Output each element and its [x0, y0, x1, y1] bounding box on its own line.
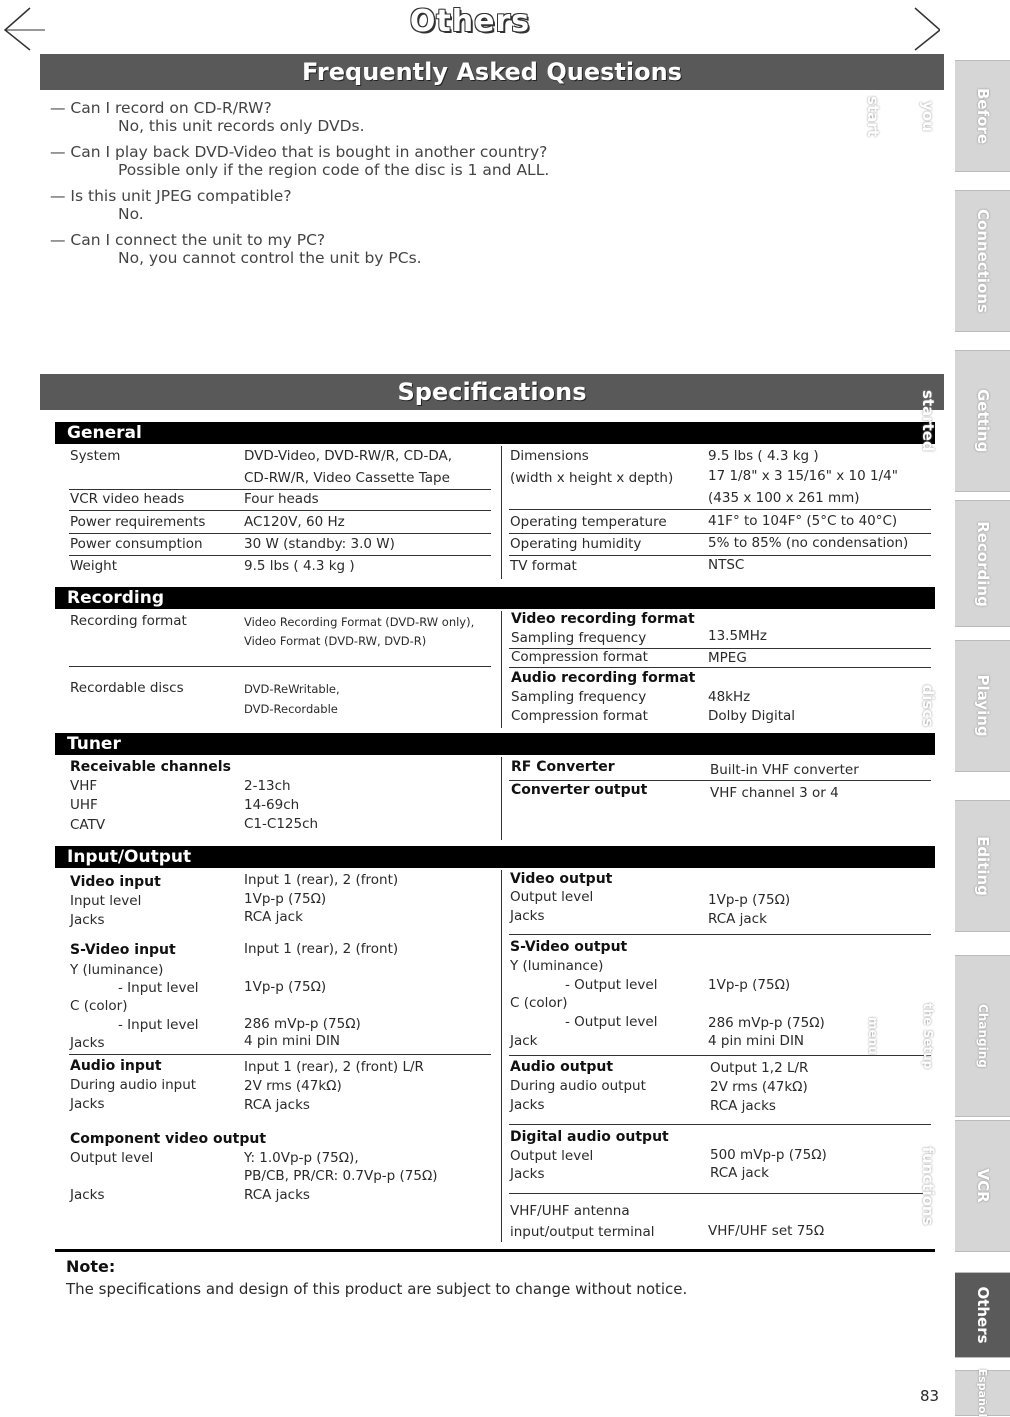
faq-answer-2: Possible only if the region code of the disc is 1 and ALL.: [118, 161, 550, 179]
spec-value: 5% to 85% (no condensation): [708, 535, 909, 551]
spec-label: C (color): [70, 998, 128, 1014]
spec-label: Recording format: [70, 613, 187, 629]
spec-value: 2V rms (47kΩ): [244, 1078, 342, 1094]
side-tab-vcr-functions[interactable]: VCR functions: [955, 1120, 1010, 1252]
row-divider: [69, 533, 491, 534]
spec-label: Jacks: [70, 1096, 105, 1112]
spec-label: input/output terminal: [510, 1224, 655, 1240]
column-divider: [501, 757, 502, 840]
spec-label: CATV: [70, 817, 106, 833]
spec-value: 14-69ch: [244, 797, 300, 813]
spec-heading: RF Converter: [511, 759, 615, 775]
spec-value: Input 1 (rear), 2 (front): [244, 872, 399, 888]
side-tab-playing-discs[interactable]: Playing discs: [955, 640, 1010, 772]
page-title-banner: [0, 0, 940, 52]
spec-value: Input 1 (rear), 2 (front): [244, 941, 399, 957]
spec-heading: Video recording format: [511, 611, 695, 627]
row-divider: [509, 667, 931, 668]
spec-value: Video Format (DVD-RW, DVD-R): [244, 634, 427, 648]
spec-label: During audio output: [510, 1078, 646, 1094]
spec-value: Y: 1.0Vp-p (75Ω),: [244, 1150, 359, 1166]
section-input-output: Input/Output: [55, 846, 935, 868]
spec-value: (435 x 100 x 261 mm): [708, 490, 860, 506]
spec-value: 1Vp-p (75Ω): [244, 891, 327, 907]
spec-value: 500 mVp-p (75Ω): [710, 1147, 827, 1163]
spec-value: 286 mVp-p (75Ω): [244, 1016, 361, 1032]
spec-label: System: [70, 448, 121, 464]
specs-heading: Specifications: [40, 374, 944, 410]
spec-label: Output level: [510, 889, 594, 905]
row-divider: [509, 780, 931, 781]
spec-label: Jacks: [70, 912, 105, 928]
faq-answer-4: No, you cannot control the unit by PCs.: [118, 249, 422, 267]
spec-label: Compression format: [511, 649, 648, 665]
spec-value: 41F° to 104F° (5°C to 40°C): [708, 513, 898, 529]
spec-label: Sampling frequency: [511, 689, 647, 705]
spec-value: VHF/UHF set 75Ω: [708, 1223, 825, 1239]
side-tab-others[interactable]: Others: [955, 1272, 1010, 1358]
spec-label: Sampling frequency: [511, 630, 647, 646]
spec-label: Output level: [510, 1148, 594, 1164]
section-recording: Recording: [55, 587, 935, 609]
spec-heading: Video output: [510, 871, 613, 887]
page-title: Others: [409, 4, 531, 39]
spec-label: Jack: [510, 1033, 538, 1049]
section-tuner: Tuner: [55, 733, 935, 755]
row-divider: [509, 555, 931, 556]
spec-heading: Audio input: [70, 1058, 162, 1074]
side-tab-editing[interactable]: Editing: [955, 800, 1010, 932]
spec-value: 4 pin mini DIN: [708, 1033, 805, 1049]
spec-value: CD-RW/R, Video Cassette Tape: [244, 470, 450, 486]
spec-label: Operating temperature: [510, 514, 667, 530]
spec-label: Y (luminance): [510, 958, 604, 974]
side-tab-getting-started[interactable]: Getting started: [955, 350, 1010, 492]
note-text: The specifications and design of this product are subject to change without notice.: [66, 1280, 688, 1298]
page-number: 83: [920, 1387, 940, 1405]
spec-label: Compression format: [511, 708, 648, 724]
faq-heading: Frequently Asked Questions: [40, 54, 944, 90]
note-title: Note:: [66, 1257, 116, 1276]
spec-label: Jacks: [510, 908, 545, 924]
spec-label: Jacks: [510, 1097, 545, 1113]
spec-value: DVD-Video, DVD-RW/R, CD-DA,: [244, 448, 453, 464]
spec-value: C1-C125ch: [244, 816, 319, 832]
spec-heading: Digital audio output: [510, 1129, 669, 1145]
spec-value: Output 1,2 L/R: [710, 1060, 809, 1076]
spec-heading: Video input: [70, 874, 161, 890]
faq-question-4: — Can I connect the unit to my PC?: [50, 231, 326, 249]
spec-label: During audio input: [70, 1077, 197, 1093]
row-divider: [509, 533, 931, 534]
spec-label: - Output level: [565, 1014, 658, 1030]
spec-value: 2-13ch: [244, 778, 291, 794]
spec-label: C (color): [510, 995, 568, 1011]
column-divider: [501, 611, 502, 728]
spec-label: VCR video heads: [70, 491, 185, 507]
spec-label: VHF/UHF antenna: [510, 1203, 630, 1219]
row-divider: [69, 666, 491, 667]
spec-label: - Input level: [118, 1017, 199, 1033]
spec-value: DVD-Recordable: [244, 702, 338, 716]
spec-value: Input 1 (rear), 2 (front) L/R: [244, 1059, 424, 1075]
spec-value: DVD-ReWritable,: [244, 682, 340, 696]
spec-value: RCA jack: [710, 1165, 769, 1181]
spec-value: RCA jacks: [710, 1098, 776, 1114]
spec-value: 4 pin mini DIN: [244, 1033, 341, 1049]
side-tab-recording[interactable]: Recording: [955, 500, 1010, 627]
spec-heading: Converter output: [511, 782, 648, 798]
spec-label: VHF: [70, 778, 98, 794]
spec-value: 1Vp-p (75Ω): [708, 892, 791, 908]
column-divider: [501, 870, 502, 1242]
row-divider: [509, 1055, 931, 1056]
spec-value: Built-in VHF converter: [710, 762, 859, 778]
section-general: General: [55, 422, 935, 444]
row-divider: [509, 509, 931, 510]
spec-value: RCA jack: [708, 911, 767, 927]
spec-label: Output level: [70, 1150, 154, 1166]
spec-value: 1Vp-p (75Ω): [244, 979, 327, 995]
spec-value: 9.5 lbs ( 4.3 kg ): [244, 558, 355, 574]
spec-label: UHF: [70, 797, 98, 813]
row-divider: [509, 1124, 931, 1125]
spec-value: 13.5MHz: [708, 628, 767, 644]
row-divider: [509, 1193, 931, 1194]
faq-question-2: — Can I play back DVD-Video that is bought in another country?: [50, 143, 548, 161]
spec-value: RCA jacks: [244, 1187, 310, 1203]
spec-label: Y (luminance): [70, 962, 164, 978]
bottom-rule: [55, 1249, 935, 1252]
spec-value: 9.5 lbs ( 4.3 kg ): [708, 448, 819, 464]
spec-value: RCA jack: [244, 909, 303, 925]
spec-value: Dolby Digital: [708, 708, 796, 724]
spec-label: Jacks: [70, 1187, 105, 1203]
spec-label: Recordable discs: [70, 680, 184, 696]
spec-label: Dimensions: [510, 448, 589, 464]
spec-label: (width x height x depth): [510, 470, 674, 486]
spec-value: 17 1/8" x 3 15/16" x 10 1/4": [708, 468, 898, 484]
spec-label: Operating humidity: [510, 536, 642, 552]
column-divider: [501, 446, 502, 579]
spec-heading: S-Video output: [510, 939, 628, 955]
spec-value: Four heads: [244, 491, 319, 507]
side-tab-espanol[interactable]: Español: [955, 1370, 1010, 1416]
row-divider: [69, 510, 491, 511]
spec-label: Jacks: [510, 1166, 545, 1182]
spec-value: 48kHz: [708, 689, 751, 705]
spec-label: Jacks: [70, 1035, 105, 1051]
side-tab-connections[interactable]: Connections: [955, 190, 1010, 332]
spec-value: Video Recording Format (DVD-RW only),: [244, 615, 475, 629]
row-divider: [69, 489, 491, 490]
spec-label: Input level: [70, 893, 142, 909]
row-divider: [69, 1054, 491, 1055]
spec-value: VHF channel 3 or 4: [710, 785, 839, 801]
spec-heading: Receivable channels: [70, 759, 231, 775]
spec-value: MPEG: [708, 650, 747, 666]
row-divider: [509, 934, 931, 935]
faq-question-1: — Can I record on CD-R/RW?: [50, 99, 272, 117]
spec-value: NTSC: [708, 557, 745, 573]
faq-question-3: — Is this unit JPEG compatible?: [50, 187, 292, 205]
spec-heading: Audio recording format: [511, 670, 696, 686]
side-tab-before-you-start[interactable]: Before you start: [955, 60, 1010, 172]
spec-label: Power requirements: [70, 514, 206, 530]
spec-value: PB/CB, PR/CR: 0.7Vp-p (75Ω): [244, 1168, 438, 1184]
spec-label: TV format: [510, 558, 577, 574]
spec-value: 30 W (standby: 3.0 W): [244, 536, 395, 552]
spec-value: AC120V, 60 Hz: [244, 514, 345, 530]
side-tab-changing-setup-menu[interactable]: Changing the Setup menu: [955, 955, 1010, 1117]
spec-heading: S-Video input: [70, 942, 176, 958]
faq-answer-1: No, this unit records only DVDs.: [118, 117, 365, 135]
spec-value: RCA jacks: [244, 1097, 310, 1113]
row-divider: [69, 555, 491, 556]
spec-label: Weight: [70, 558, 118, 574]
spec-label: Power consumption: [70, 536, 203, 552]
faq-answer-3: No.: [118, 205, 144, 223]
spec-label: - Input level: [118, 980, 199, 996]
spec-value: 286 mVp-p (75Ω): [708, 1015, 825, 1031]
spec-value: 2V rms (47kΩ): [710, 1079, 808, 1095]
spec-value: 1Vp-p (75Ω): [708, 977, 791, 993]
spec-heading: Component video output: [70, 1131, 267, 1147]
spec-heading: Audio output: [510, 1059, 614, 1075]
spec-label: - Output level: [565, 977, 658, 993]
